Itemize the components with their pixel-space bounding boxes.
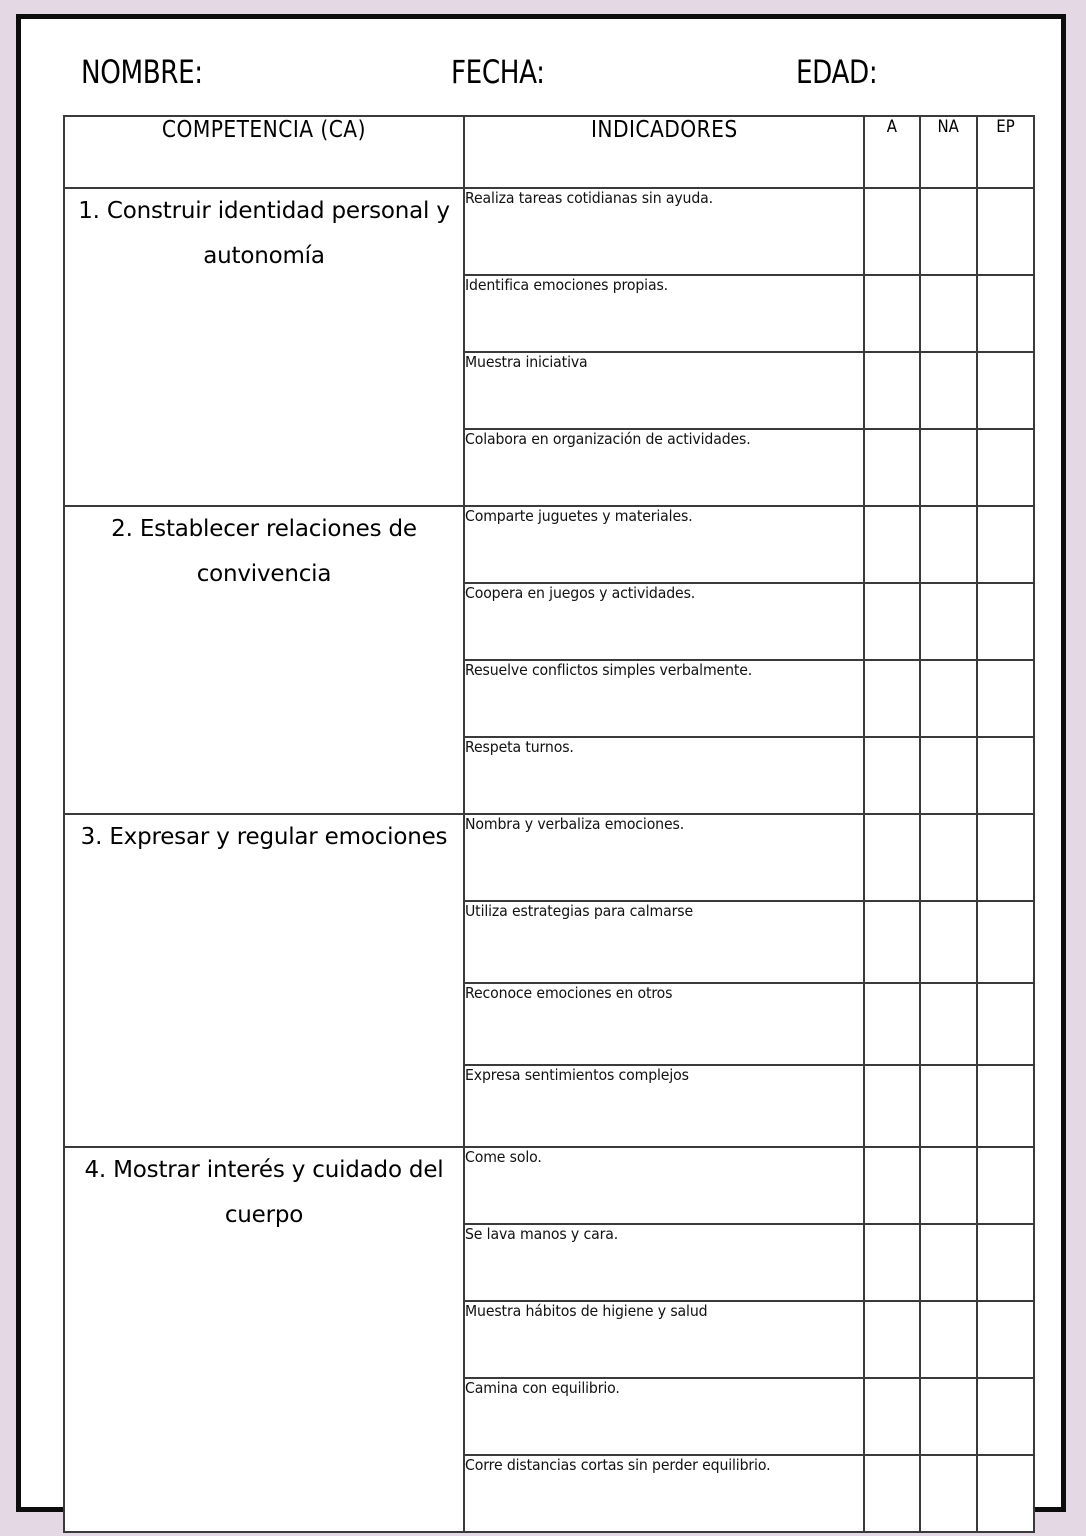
mark-cell-ep[interactable]	[977, 814, 1034, 901]
table-row	[64, 1147, 1034, 1224]
mark-cell-a[interactable]	[864, 275, 920, 352]
mark-cell-ep[interactable]	[977, 583, 1034, 660]
mark-cell-na[interactable]	[920, 660, 977, 737]
competency-cell	[64, 1147, 464, 1532]
indicator-label: Resuelve conflictos simples verbalmente.	[465, 661, 753, 679]
mark-cell-a[interactable]	[864, 506, 920, 583]
indicator-label: Camina con equilibrio.	[465, 1379, 620, 1397]
mark-cell-ep[interactable]	[977, 737, 1034, 814]
mark-cell-a[interactable]	[864, 660, 920, 737]
mark-cell-a[interactable]	[864, 814, 920, 901]
indicator-cell	[464, 737, 864, 814]
indicator-label: Corre distancias cortas sin perder equilibrio.	[465, 1456, 771, 1474]
indicator-label: Se lava manos y cara.	[465, 1225, 619, 1243]
indicator-label: Expresa sentimientos complejos	[465, 1066, 689, 1084]
table-body	[64, 188, 1034, 1532]
mark-cell-na[interactable]	[920, 352, 977, 429]
competency-cell	[64, 506, 464, 814]
indicator-cell	[464, 275, 864, 352]
mark-cell-ep[interactable]	[977, 1301, 1034, 1378]
indicator-label: Realiza tareas cotidianas sin ayuda.	[465, 189, 713, 207]
mark-cell-na[interactable]	[920, 429, 977, 506]
mark-cell-a[interactable]	[864, 1147, 920, 1224]
mark-cell-ep[interactable]	[977, 275, 1034, 352]
table-row	[64, 188, 1034, 275]
indicator-cell	[464, 660, 864, 737]
indicator-label: Utiliza estrategias para calmarse	[465, 902, 694, 920]
mark-cell-ep[interactable]	[977, 506, 1034, 583]
indicator-cell	[464, 1147, 864, 1224]
mark-cell-a[interactable]	[864, 1224, 920, 1301]
mark-cell-ep[interactable]	[977, 1378, 1034, 1455]
indicator-cell	[464, 188, 864, 275]
mark-cell-ep[interactable]	[977, 1065, 1034, 1147]
column-header-competencia	[64, 116, 464, 188]
indicator-label: Come solo.	[465, 1148, 542, 1166]
mark-cell-a[interactable]	[864, 901, 920, 983]
mark-cell-na[interactable]	[920, 1147, 977, 1224]
column-header-a	[864, 116, 920, 188]
indicator-label: Muestra hábitos de higiene y salud	[465, 1302, 708, 1320]
column-header-indicadores	[464, 116, 864, 188]
field-label-edad: EDAD:	[796, 53, 878, 91]
mark-cell-a[interactable]	[864, 583, 920, 660]
indicator-cell	[464, 429, 864, 506]
indicator-cell	[464, 1378, 864, 1455]
indicator-cell	[464, 901, 864, 983]
evaluation-table	[63, 115, 1035, 1533]
mark-cell-ep[interactable]	[977, 660, 1034, 737]
indicator-label: Comparte juguetes y materiales.	[465, 507, 693, 525]
mark-cell-a[interactable]	[864, 1455, 920, 1532]
mark-cell-ep[interactable]	[977, 983, 1034, 1065]
column-header-ep-label: EP	[996, 117, 1015, 137]
indicator-cell	[464, 1301, 864, 1378]
indicator-label: Coopera en juegos y actividades.	[465, 584, 696, 602]
mark-cell-ep[interactable]	[977, 429, 1034, 506]
competency-cell	[64, 814, 464, 1147]
competency-label: 2. Establecer relaciones de convivencia	[111, 516, 417, 587]
indicator-cell	[464, 814, 864, 901]
mark-cell-na[interactable]	[920, 814, 977, 901]
mark-cell-ep[interactable]	[977, 1224, 1034, 1301]
mark-cell-na[interactable]	[920, 737, 977, 814]
mark-cell-na[interactable]	[920, 583, 977, 660]
mark-cell-na[interactable]	[920, 1224, 977, 1301]
table-header-row	[64, 116, 1034, 188]
indicator-cell	[464, 506, 864, 583]
mark-cell-a[interactable]	[864, 1301, 920, 1378]
mark-cell-a[interactable]	[864, 737, 920, 814]
indicator-cell	[464, 352, 864, 429]
indicator-label: Nombra y verbaliza emociones.	[465, 815, 685, 833]
mark-cell-na[interactable]	[920, 1065, 977, 1147]
mark-cell-a[interactable]	[864, 1378, 920, 1455]
column-header-a-label: A	[886, 117, 898, 137]
student-fields-row	[21, 53, 1061, 105]
mark-cell-a[interactable]	[864, 429, 920, 506]
mark-cell-na[interactable]	[920, 901, 977, 983]
indicator-cell	[464, 1065, 864, 1147]
table-row	[64, 506, 1034, 583]
competency-label: 3. Expresar y regular emociones	[80, 824, 448, 850]
indicator-cell	[464, 983, 864, 1065]
indicator-label: Reconoce emociones en otros	[465, 984, 673, 1002]
mark-cell-ep[interactable]	[977, 1455, 1034, 1532]
mark-cell-na[interactable]	[920, 275, 977, 352]
indicator-label: Muestra iniciativa	[465, 353, 588, 371]
column-header-indicadores-label: INDICADORES	[590, 117, 738, 143]
mark-cell-na[interactable]	[920, 1378, 977, 1455]
mark-cell-a[interactable]	[864, 188, 920, 275]
mark-cell-ep[interactable]	[977, 188, 1034, 275]
indicator-cell	[464, 583, 864, 660]
field-label-nombre: NOMBRE:	[81, 53, 203, 91]
column-header-na	[920, 116, 977, 188]
competency-cell	[64, 188, 464, 506]
mark-cell-a[interactable]	[864, 1065, 920, 1147]
table-row	[64, 814, 1034, 901]
mark-cell-a[interactable]	[864, 352, 920, 429]
mark-cell-a[interactable]	[864, 983, 920, 1065]
mark-cell-na[interactable]	[920, 506, 977, 583]
indicator-cell	[464, 1455, 864, 1532]
indicator-label: Colabora en organización de actividades.	[465, 430, 751, 448]
column-header-competencia-label: COMPETENCIA (CA)	[161, 117, 366, 143]
field-label-fecha: FECHA:	[451, 53, 545, 91]
column-header-ep	[977, 116, 1034, 188]
indicator-label: Identifica emociones propias.	[465, 276, 669, 294]
mark-cell-na[interactable]	[920, 1455, 977, 1532]
worksheet-page	[16, 14, 1066, 1512]
indicator-cell	[464, 1224, 864, 1301]
mark-cell-na[interactable]	[920, 1301, 977, 1378]
column-header-na-label: NA	[937, 117, 960, 137]
mark-cell-na[interactable]	[920, 983, 977, 1065]
indicator-label: Respeta turnos.	[465, 738, 574, 756]
mark-cell-na[interactable]	[920, 188, 977, 275]
competency-label: 1. Construir identidad personal y autonomía	[78, 198, 450, 269]
mark-cell-ep[interactable]	[977, 352, 1034, 429]
competency-label: 4. Mostrar interés y cuidado del cuerpo	[84, 1157, 444, 1228]
mark-cell-ep[interactable]	[977, 1147, 1034, 1224]
mark-cell-ep[interactable]	[977, 901, 1034, 983]
